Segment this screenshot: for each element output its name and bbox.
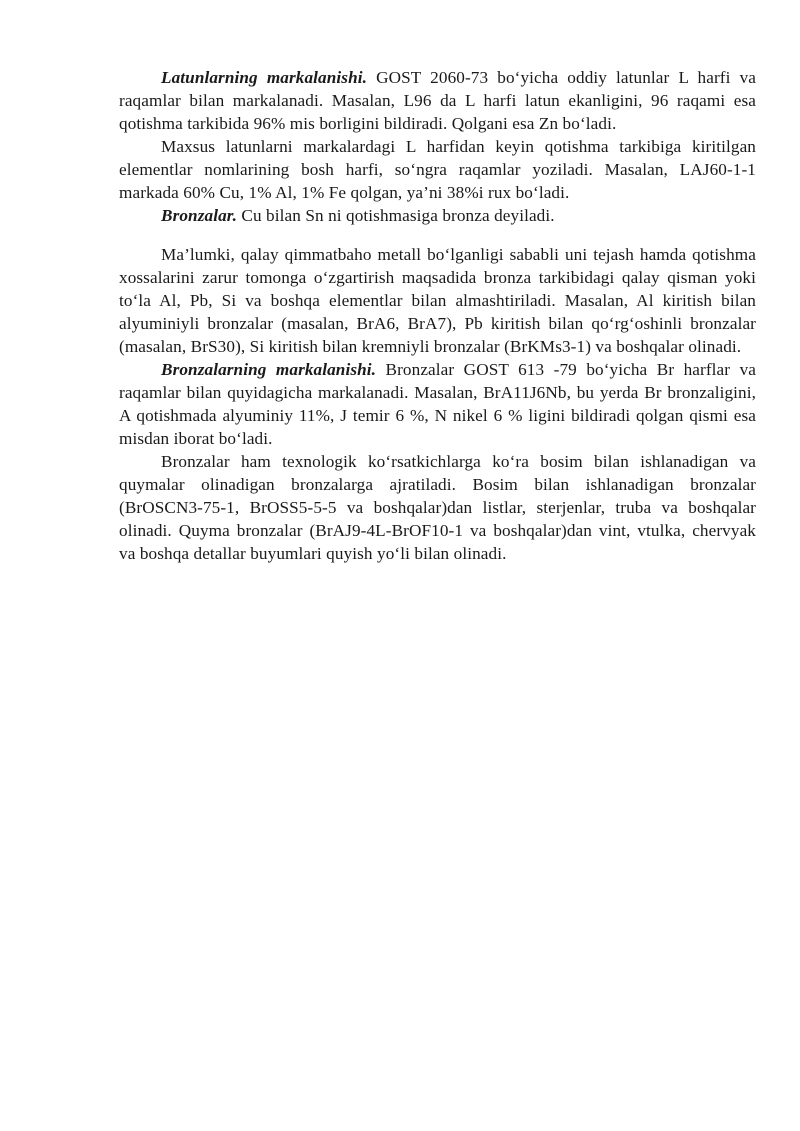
paragraph-special-latun	[119, 135, 756, 204]
paragraph-bronze-marking	[119, 358, 756, 450]
paragraph-text: GOST 2060-73 bo‘yicha oddiy latunlar L harfi va raqamlar bilan markalanadi. Masalan, L96 da L harfi latun ekanligini, 96 raqami esa qotishma tarkibida 96% mis borligini bildiradi. Qolgani esa Zn bo‘ladi.	[119, 68, 756, 133]
paragraph-bronze-types	[119, 450, 756, 565]
paragraph-tin-replacement	[119, 243, 756, 358]
paragraph-text: Cu bilan Sn ni qotishmasiga bronza deyiladi.	[237, 206, 555, 225]
paragraph-text: Ma’lumki, qalay qimmatbaho metall bo‘lganligi sababli uni tejash hamda qotishma xossalarini zarur tomonga o‘zgartirish maqsadida bronza tarkibidagi qalay qisman yoki to‘la Al, Pb, Si va boshqa elementlar bilan almashtiriladi. Masalan, Al kiritish bilan alyuminiyli bronzalar (masalan, BrA6, BrA7), Pb kiritish bilan qo‘rg‘oshinli bronzalar (masalan, BrS30), Si kiritish bilan kremniyli bronzalar (BrKMs3-1) va boshqalar olinadi.	[119, 245, 756, 356]
paragraph-text: Maxsus latunlarni markalardagi L harfidan keyin qotishma tarkibiga kiritilgan elementlar nomlarining bosh harfi, so‘ngra raqamlar yoziladi. Masalan, LAJ60-1-1 markada 60% Cu, 1% Al, 1% Fe qolgan, ya’ni 38%i rux bo‘ladi.	[119, 137, 756, 202]
heading-bronzes: Bronzalar.	[161, 206, 237, 225]
heading-bronze-marking: Bronzalarning markalanishi.	[161, 360, 377, 379]
paragraph-bronze-definition	[119, 204, 756, 227]
document-page	[119, 66, 756, 565]
heading-latun-marking: Latunlarning markalanishi.	[161, 68, 367, 87]
paragraph-text: Bronzalar ham texnologik ko‘rsatkichlarga ko‘ra bosim bilan ishlanadigan va quymalar olinadigan bronzalarga ajratiladi. Bosim bilan ishlanadigan bronzalar (BrOSCN3-75-1, BrOSS5-5-5 va boshqalar)dan listlar, sterjenlar, truba va boshqalar olinadi. Quyma bronzalar (BrAJ9-4L-BrOF10-1 va boshqalar)dan vint, vtulka, chervyak va boshqa detallar buyumlari quyish yo‘li bilan olinadi.	[119, 452, 756, 563]
paragraph-text: Bronzalar GOST 613 -79 bo‘yicha Br harflar va raqamlar bilan quyidagicha markalanadi. Masalan, BrA11J6Nb, bu yerda Br bronzaligini, A qotishmada alyuminiy 11%, J temir 6 %, N nikel 6 % ligini bildiradi qolgan qismi esa misdan iborat bo‘ladi.	[119, 360, 756, 448]
paragraph-latun-marking	[119, 66, 756, 135]
